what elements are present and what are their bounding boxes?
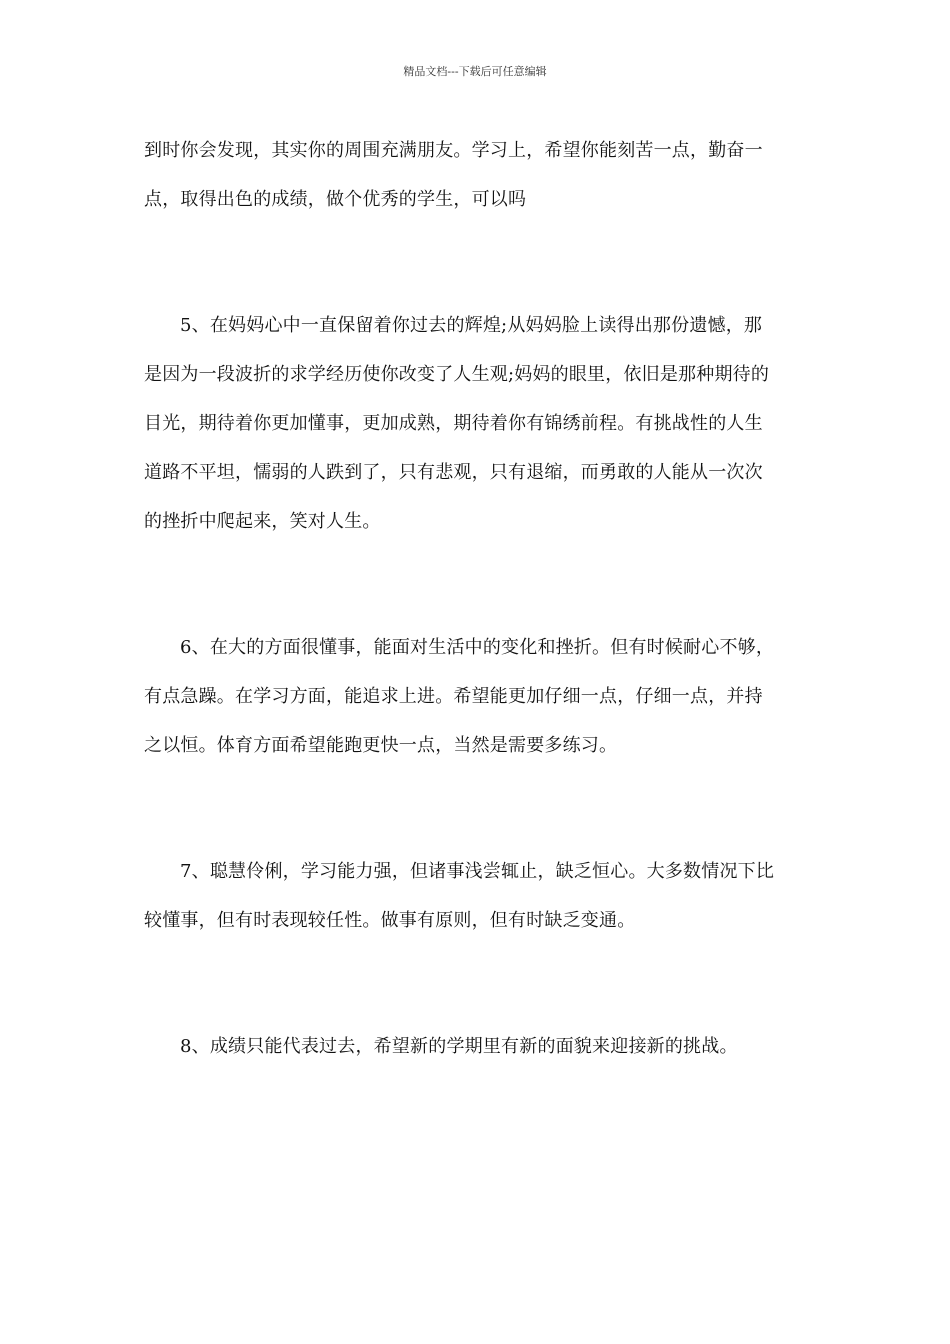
paragraph-item-5 bbox=[144, 301, 804, 546]
paragraph-line: 点，取得出色的成绩，做个优秀的学生，可以吗 bbox=[144, 189, 527, 210]
paragraph-line: 道路不平坦，懦弱的人跌到了，只有悲观，只有退缩，而勇敢的人能从一次次 bbox=[144, 462, 763, 483]
paragraph-item-6 bbox=[144, 623, 804, 770]
paragraph-line: 是因为一段波折的求学经历使你改变了人生观;妈妈的眼里，依旧是那种期待的 bbox=[144, 364, 770, 385]
paragraph-line: 之以恒。体育方面希望能跑更快一点，当然是需要多练习。 bbox=[144, 735, 618, 756]
paragraph-line: 较懂事，但有时表现较任性。做事有原则，但有时缺乏变通。 bbox=[144, 910, 636, 931]
paragraph-line: 6、在大的方面很懂事，能面对生活中的变化和挫折。但有时候耐心不够， bbox=[180, 637, 775, 658]
paragraph-line: 目光，期待着你更加懂事，更加成熟，期待着你有锦绣前程。有挑战性的人生 bbox=[144, 413, 763, 434]
page-header: 精品文档---下载后可任意编辑 bbox=[403, 65, 547, 78]
paragraph-line: 到时你会发现，其实你的周围充满朋友。学习上，希望你能刻苦一点，勤奋一 bbox=[144, 140, 763, 161]
paragraph-item-8 bbox=[144, 1022, 804, 1071]
paragraph-line: 7、聪慧伶俐，学习能力强，但诸事浅尝辄止，缺乏恒心。大多数情况下比 bbox=[180, 861, 775, 882]
paragraph-line: 有点急躁。在学习方面，能追求上进。希望能更加仔细一点，仔细一点，并持 bbox=[144, 686, 763, 707]
paragraph-line: 8、成绩只能代表过去，希望新的学期里有新的面貌来迎接新的挑战。 bbox=[180, 1036, 738, 1057]
paragraph-item-7 bbox=[144, 847, 804, 945]
paragraph-continuation bbox=[144, 126, 804, 224]
paragraph-line: 5、在妈妈心中一直保留着你过去的辉煌;从妈妈脸上读得出那份遗憾，那 bbox=[180, 315, 763, 336]
paragraph-line: 的挫折中爬起来，笑对人生。 bbox=[144, 511, 381, 532]
